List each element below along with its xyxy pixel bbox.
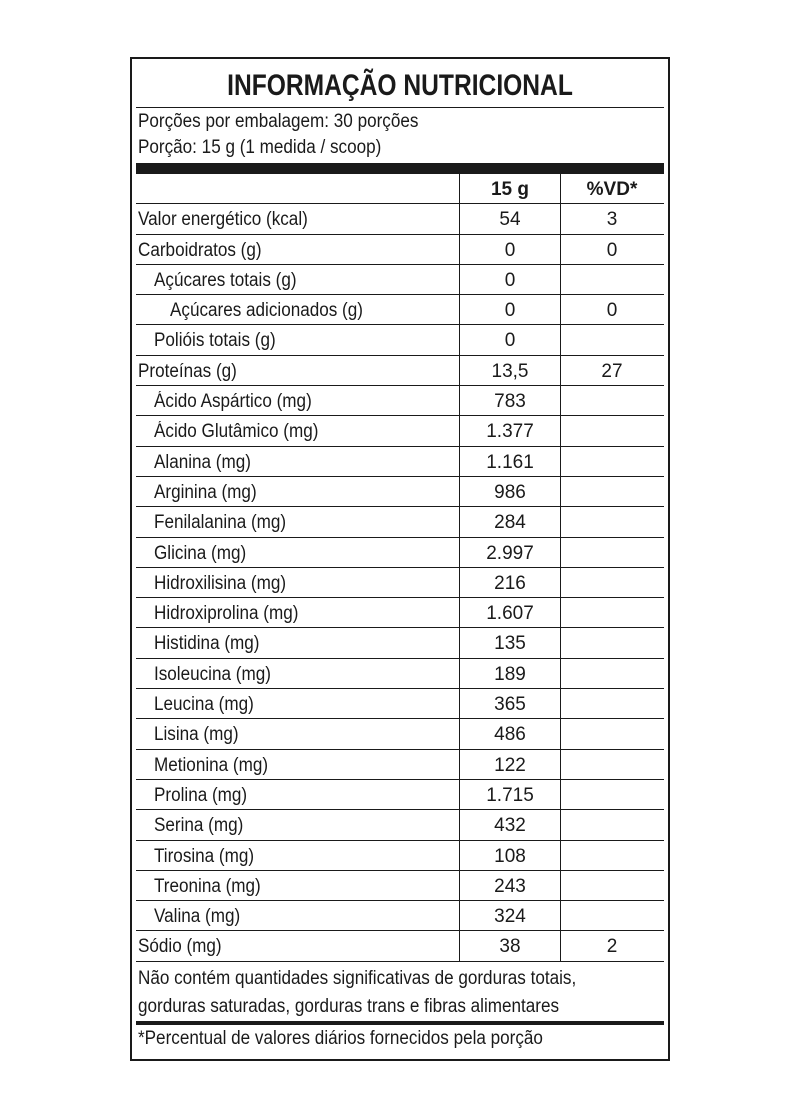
nutrient-vd: 2 [606,936,618,958]
nutrient-name: Açúcares adicionados (g) [170,300,363,322]
table-row [136,931,664,961]
nutrient-vd [560,265,664,294]
nutrient-qty: 486 [459,719,561,748]
nutrient-qty: 0 [459,235,561,264]
nutrient-vd [560,871,664,900]
nutrient-qty: 1.161 [459,447,561,476]
table-row [136,871,664,901]
table-row [136,447,664,477]
panel-title: INFORMAÇÃO NUTRICIONAL [227,69,573,102]
nutrient-name: Hidroxiprolina (mg) [154,603,299,625]
nutrient-vd [560,386,664,415]
nutrient-qty: 216 [459,568,561,597]
nutrient-name: Glicina (mg) [154,542,247,564]
nutrient-vd [560,719,664,748]
nutrient-qty: 122 [459,750,561,779]
table-row [136,265,664,295]
nutrient-vd [560,750,664,779]
nutrient-name: Polióis totais (g) [154,330,276,352]
nutrient-vd [560,477,664,506]
nutrient-qty: 135 [459,628,561,657]
table-row [136,719,664,749]
nutrient-name: Histidina (mg) [154,633,260,655]
nutrient-table [136,174,664,962]
nutrient-vd [560,780,664,809]
nutrient-vd [560,689,664,718]
nutrient-vd [560,447,664,476]
nutrient-qty: 189 [459,659,561,688]
nutrient-name: Serina (mg) [154,815,244,837]
nutrient-qty: 13,5 [459,356,561,385]
nutrient-rows [136,204,664,961]
nutrient-qty: 54 [459,204,561,233]
nutrient-qty: 1.377 [459,416,561,445]
table-row [136,416,664,446]
nutrient-vd [560,538,664,567]
nutrient-name: Fenilalanina (mg) [154,512,287,534]
nutrient-qty: 0 [459,295,561,324]
nutrient-vd [560,659,664,688]
nutrient-vd [560,507,664,536]
nutrient-qty: 365 [459,689,561,718]
nutrient-vd [560,598,664,627]
table-header-row [136,174,664,204]
table-row [136,538,664,568]
nutrient-name: Lisina (mg) [154,724,239,746]
table-row [136,235,664,265]
footnote-line-2: gorduras saturadas, gorduras trans e fibras alimentares [138,996,560,1017]
nutrient-qty: 324 [459,901,561,930]
nutrient-name: Hidroxilisina (mg) [154,572,287,594]
table-row [136,628,664,658]
table-row [136,689,664,719]
nutrient-qty: 2.997 [459,538,561,567]
nutrient-qty: 0 [459,325,561,354]
nutrient-vd [560,325,664,354]
nutrient-name: Carboidratos (g) [138,239,262,261]
nutrient-vd [560,628,664,657]
table-row [136,659,664,689]
nutrient-vd: 27 [601,360,623,382]
nutrient-name: Isoleucina (mg) [154,663,271,685]
nutrient-qty: 284 [459,507,561,536]
thick-divider [136,163,664,174]
nutrient-qty: 783 [459,386,561,415]
nutrient-name: Açúcares totais (g) [154,269,297,291]
nutrient-qty: 243 [459,871,561,900]
nutrient-name: Sódio (mg) [138,936,222,958]
nutrient-name: Arginina (mg) [154,481,257,503]
table-row [136,568,664,598]
nutrient-name: Valina (mg) [154,906,241,928]
nutrient-qty: 108 [459,841,561,870]
nutrient-vd [560,416,664,445]
nutrient-qty: 1.715 [459,780,561,809]
nutrient-qty: 38 [459,931,561,960]
nutrient-vd: 0 [606,239,618,261]
nutrient-name: Leucina (mg) [154,694,254,716]
serving-size: Porção: 15 g (1 medida / scoop) [138,137,382,158]
column-header-vd: %VD* [586,179,638,200]
nutrient-qty: 0 [459,265,561,294]
table-row [136,780,664,810]
nutrient-vd: 3 [606,209,618,231]
table-row [136,810,664,840]
table-row [136,386,664,416]
nutrient-name: Alanina (mg) [154,451,251,473]
table-row [136,750,664,780]
table-row [136,325,664,355]
nutrient-name: Metionina (mg) [154,754,269,776]
nutrient-name: Valor energético (kcal) [138,209,308,231]
table-row [136,901,664,931]
footnote-line-1: Não contém quantidades significativas de gorduras totais, [138,968,577,989]
nutrient-vd [560,810,664,839]
nutrient-name: Proteínas (g) [138,360,237,382]
vd-note: *Percentual de valores diários fornecidos pela porção [138,1028,543,1049]
nutrient-qty: 432 [459,810,561,839]
table-row [136,477,664,507]
servings-per-package: Porções por embalagem: 30 porções [138,111,419,132]
table-row [136,204,664,234]
nutrient-name: Tirosina (mg) [154,845,255,867]
table-row [136,295,664,325]
nutrient-name: Ácido Aspártico (mg) [154,391,312,413]
nutrient-vd [560,568,664,597]
nutrition-facts-panel [130,57,670,1061]
table-row [136,598,664,628]
nutrient-vd [560,841,664,870]
nutrient-vd [560,901,664,930]
nutrient-qty: 1.607 [459,598,561,627]
table-row [136,841,664,871]
nutrient-name: Ácido Glutâmico (mg) [154,421,319,443]
column-header-qty: 15 g [459,174,561,203]
nutrient-qty: 986 [459,477,561,506]
table-row [136,356,664,386]
nutrient-vd: 0 [606,300,618,322]
nutrient-name: Prolina (mg) [154,784,248,806]
divider [136,107,664,108]
table-row [136,507,664,537]
nutrient-name: Treonina (mg) [154,875,261,897]
